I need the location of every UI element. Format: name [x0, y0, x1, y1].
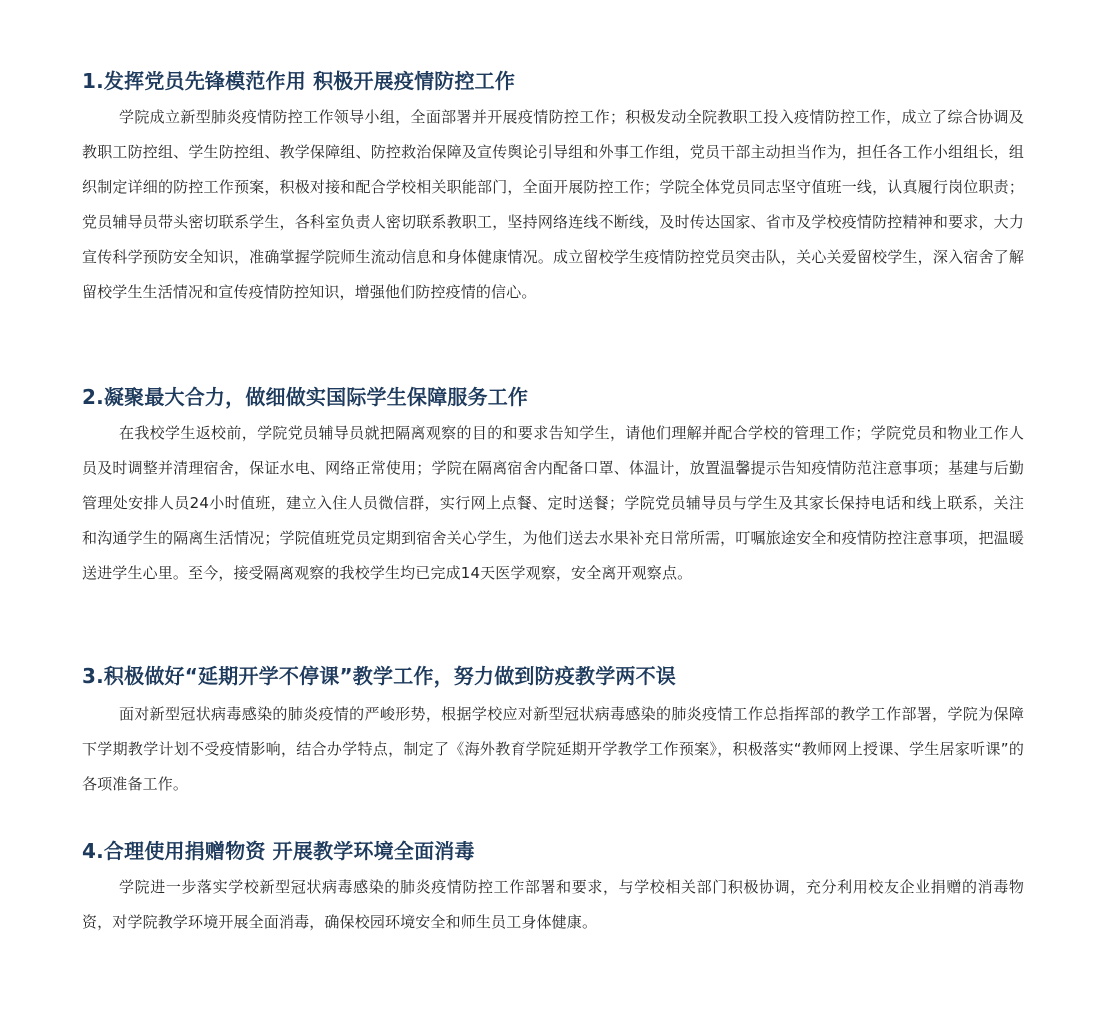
section-title-4: 4.合理使用捐赠物资 开展教学环境全面消毒	[82, 839, 475, 863]
section-body-3: 面对新型冠状病毒感染的肺炎疫情的严峻形势，根据学校应对新型冠状病毒感染的肺炎疫情工作总指挥部的教学工作部署，学院为保障下学期教学计划不受疫情影响，结合办学特点，制定了《海外教育学院延期开学教学工作预案》，积极落实“教师网上授课、学生居家听课”的各项准备工作。	[82, 705, 1024, 793]
section-body-4: 学院进一步落实学校新型冠状病毒感染的肺炎疫情防控工作部署和要求，与学校相关部门积极协调，充分利用校友企业捐赠的消毒物资，对学院教学环境开展全面消毒，确保校园环境安全和师生员工身体健康。	[82, 878, 1024, 931]
section-title-1: 1.发挥党员先锋模范作用 积极开展疫情防控工作	[82, 69, 516, 93]
section-title-2: 2.凝聚最大合力，做细做实国际学生保障服务工作	[82, 385, 529, 409]
section-body-1: 学院成立新型肺炎疫情防控工作领导小组，全面部署并开展疫情防控工作；积极发动全院教职工投入疫情防控工作，成立了综合协调及教职工防控组、学生防控组、教学保障组、防控救治保障及宣传舆论引导组和外事工作组，党员干部主动担当作为，担任各工作小组组长，组织制定详细的防控工作预案，积极对接和配合学校相关职能部门，全面开展防控工作；学院全体党员同志坚守值班一线，认真履行岗位职责；党员辅导员带头密切联系学生，各科室负责人密切联系教职工，坚持网络连线不断线，及时传达国家、省市及学校疫情防控精神和要求，大力宣传科学预防安全知识，准确掌握学院师生流动信息和身体健康情况。成立留校学生疫情防控党员突击队，关心关爱留校学生，深入宿舍了解留校学生生活情况和宣传疫情防控知识，增强他们防控疫情的信心。	[82, 108, 1024, 301]
section-body-2: 在我校学生返校前，学院党员辅导员就把隔离观察的目的和要求告知学生，请他们理解并配合学校的管理工作；学院党员和物业工作人员及时调整并清理宿舍，保证水电、网络正常使用；学院在隔离宿舍内配备口罩、体温计，放置温馨提示告知疫情防范注意事项；基建与后勤管理处安排人员24小时值班，建立入住人员微信群，实行网上点餐、定时送餐；学院党员辅导员与学生及其家长保持电话和线上联系，关注和沟通学生的隔离生活情况；学院值班党员定期到宿舍关心学生，为他们送去水果补充日常所需，叮嘱旅途安全和疫情防控注意事项，把温暖送进学生心里。至今，接受隔离观察的我校学生均已完成14天医学观察，安全离开观察点。	[82, 424, 1024, 582]
section-title-3: 3.积极做好“延期开学不停课”教学工作，努力做到防疫教学两不误	[82, 664, 677, 688]
